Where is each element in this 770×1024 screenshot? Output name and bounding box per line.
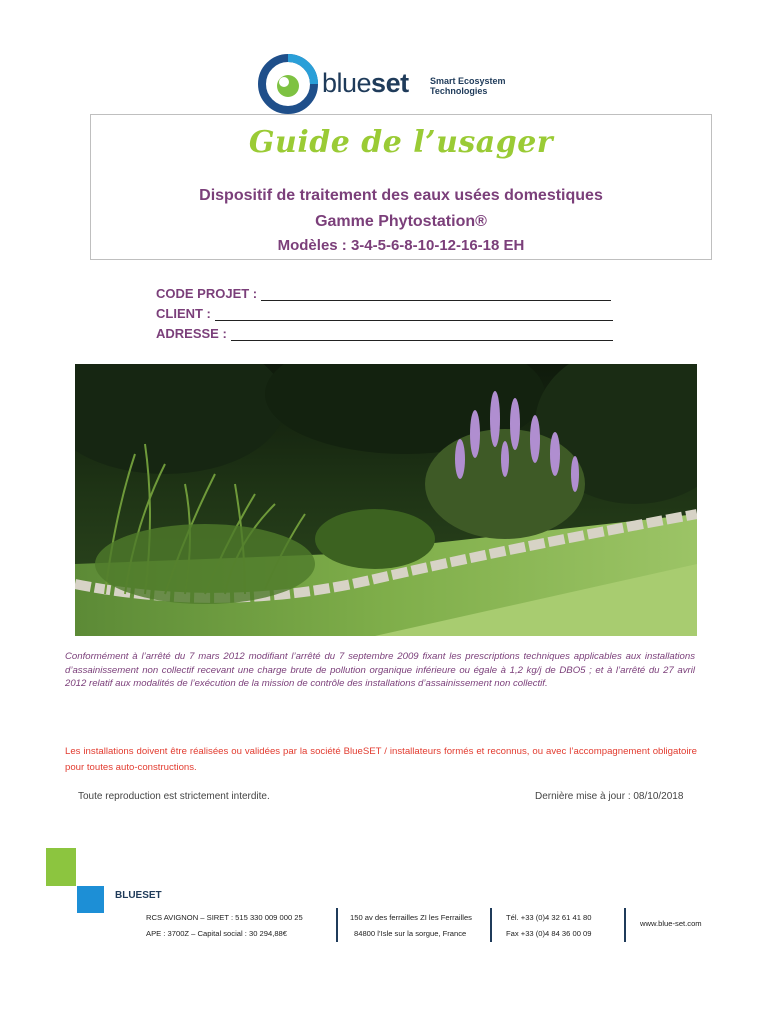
footer-green-square — [46, 848, 76, 886]
adresse-label: ADRESSE : — [156, 326, 227, 341]
footer-separator — [336, 908, 338, 942]
code-projet-label: CODE PROJET : — [156, 286, 258, 301]
models: Modèles : 3-4-5-6-8-10-12-16-18 EH — [277, 237, 525, 254]
footer-fax: Fax +33 (0)4 84 36 00 09 — [506, 929, 592, 938]
logo-wordmark: blueset — [322, 68, 409, 98]
footer-blue-square — [77, 886, 104, 913]
footer-legal — [146, 910, 303, 942]
footer-brand: BLUESET — [115, 890, 162, 901]
title-box — [90, 114, 712, 260]
code-projet-field — [156, 286, 611, 301]
client-field — [156, 306, 613, 321]
page-title: Guide de l’usager — [248, 125, 554, 160]
footer-contact — [506, 910, 592, 942]
warning-paragraph: Les installations doivent être réalisées ou validées par la société BlueSET / installateurs formés et reconnus, ou avec l’accompagnement obligatoire pour toutes auto-constructions. — [65, 746, 697, 773]
footer-address — [350, 910, 472, 942]
logo-tagline: Smart Ecosystem Technologies — [430, 76, 506, 96]
last-update: Dernière mise à jour : 08/10/2018 — [535, 791, 684, 802]
blueset-logo — [258, 54, 528, 114]
client-line — [215, 309, 613, 321]
blueset-logo-icon — [258, 54, 318, 114]
garden-photo — [75, 364, 697, 636]
regulation-paragraph: Conformément à l’arrêté du 7 mars 2012 modifiant l’arrêté du 7 septembre 2009 fixant les prescriptions techniques applicables aux installations d’assainissement non collectif recevant une charge brute de pollution organique inférieure ou égale à 1,2 kg/j de DBO5 ; et à l’arrêté du 27 avril 2012 relatif aux modalités de l’exécution de la mission de contrôle des installations d’assainissement non collectif. — [65, 651, 695, 690]
reproduction-notice: Toute reproduction est strictement interdite. — [78, 791, 270, 802]
adresse-field — [156, 326, 613, 341]
footer-ape: APE : 3700Z – Capital social : 30 294,88€ — [146, 929, 287, 938]
client-label: CLIENT : — [156, 306, 211, 321]
footer-address-1: 150 av des ferrailles ZI les Ferrailles — [350, 913, 472, 922]
footer-separator — [490, 908, 492, 942]
footer-address-2: 84800 l’Isle sur la sorgue, France — [354, 929, 467, 938]
code-projet-line — [261, 289, 611, 301]
product-range: Gamme Phytostation® — [315, 213, 487, 230]
footer-website[interactable]: www.blue-set.com — [640, 919, 702, 928]
footer-separator — [624, 908, 626, 942]
subtitle: Dispositif de traitement des eaux usées domestiques — [199, 187, 603, 204]
adresse-line — [231, 329, 613, 341]
footer-rcs: RCS AVIGNON – SIRET : 515 330 009 000 25 — [146, 913, 303, 922]
footer-tel: Tél. +33 (0)4 32 61 41 80 — [506, 913, 592, 922]
